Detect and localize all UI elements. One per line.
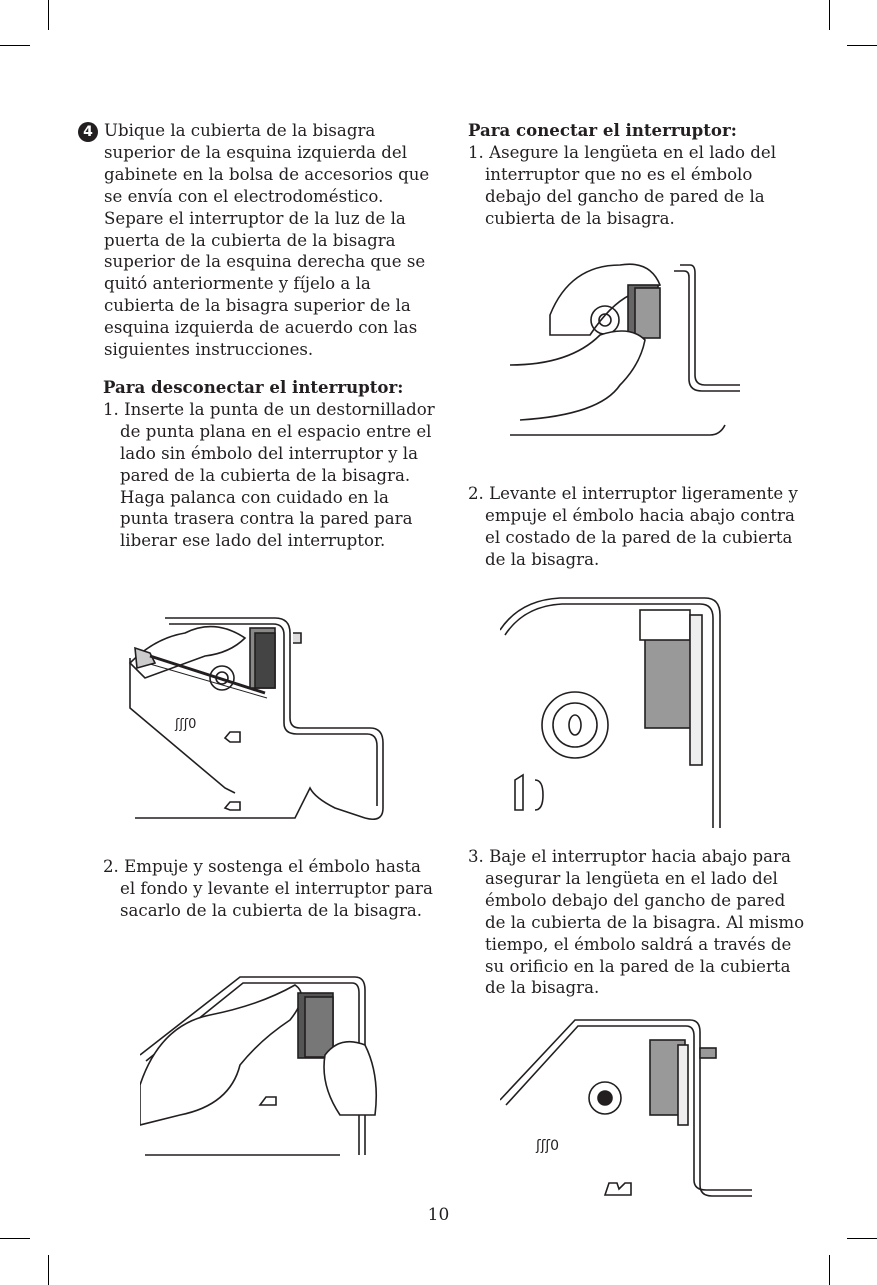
- figure-lower-switch: [500, 1010, 755, 1200]
- figure-push-plunger-lift: [140, 965, 380, 1160]
- figure-screwdriver-release: [125, 578, 395, 828]
- connect-step-1: 1. Asegure la lengüeta en el lado del interruptor que no es el émbolo debajo del gancho de pared de la cubierta de la bisagra.: [468, 142, 777, 228]
- crop-mark: [829, 0, 830, 30]
- connect-heading: Para conectar el interruptor:: [468, 120, 737, 140]
- crop-mark: [847, 45, 877, 46]
- disconnect-step-2: 2. Empuje y sostenga el émbolo hasta el fondo y levante el interruptor para sacarlo de la cubierta de la bisagra.: [103, 857, 433, 920]
- step-number-badge: 4: [78, 122, 98, 142]
- connect-section: [468, 120, 803, 230]
- figure-secure-tab: [510, 245, 745, 455]
- disconnect-step-1: 1. Inserte la punta de un destornillador de punta plana en el espacio entre el lado sin émbolo del interruptor y la pared de la cubierta de la bisagra. Haga palanca con cuidado en la punta trasera contra la pared para liberar ese lado del interruptor.: [103, 399, 435, 551]
- figure-push-plunger-down: [500, 590, 730, 830]
- connect-step-2-block: [468, 483, 803, 571]
- crop-mark: [48, 0, 49, 30]
- svg-text:ʃʃʃ0: ʃʃʃ0: [536, 1138, 560, 1154]
- crop-mark: [829, 1255, 830, 1285]
- disconnect-heading: Para desconectar el interruptor:: [103, 377, 404, 397]
- crop-mark: [0, 1238, 30, 1239]
- connect-step-3: 3. Baje el interruptor hacia abajo para asegurar la lengüeta en el lado del émbolo debajo del gancho de pared de la cubierta de la bisagra. Al mismo tiempo, el émbolo saldrá a través de su orificio en la pared de la cubierta de la bisagra.: [468, 847, 805, 998]
- connect-step-2: 2. Levante el interruptor ligeramente y empuje el émbolo hacia abajo contra el costado de la pared de la cubierta de la bisagra.: [468, 484, 798, 569]
- crop-mark: [847, 1238, 877, 1239]
- disconnect-section: [103, 377, 438, 552]
- intro-paragraph: Ubique la cubierta de la bisagra superior de la esquina izquierda del gabinete en la bolsa de accesorios que se envía con el electrodoméstico. Separe el interruptor de la luz de la puerta de la cubierta de la bisagra superior de la esquina derecha que se quitó anteriormente y fíjelo a la cubierta de la bisagra superior de la esquina izquierda de acuerdo con las siguientes instrucciones.: [104, 121, 430, 360]
- connect-step-3-block: [468, 846, 808, 999]
- disconnect-step-2-block: [103, 856, 433, 922]
- crop-mark: [48, 1255, 49, 1285]
- page-number: 10: [427, 1205, 450, 1225]
- svg-text:ʃʃʃ0: ʃʃʃ0: [175, 717, 197, 732]
- crop-mark: [0, 45, 30, 46]
